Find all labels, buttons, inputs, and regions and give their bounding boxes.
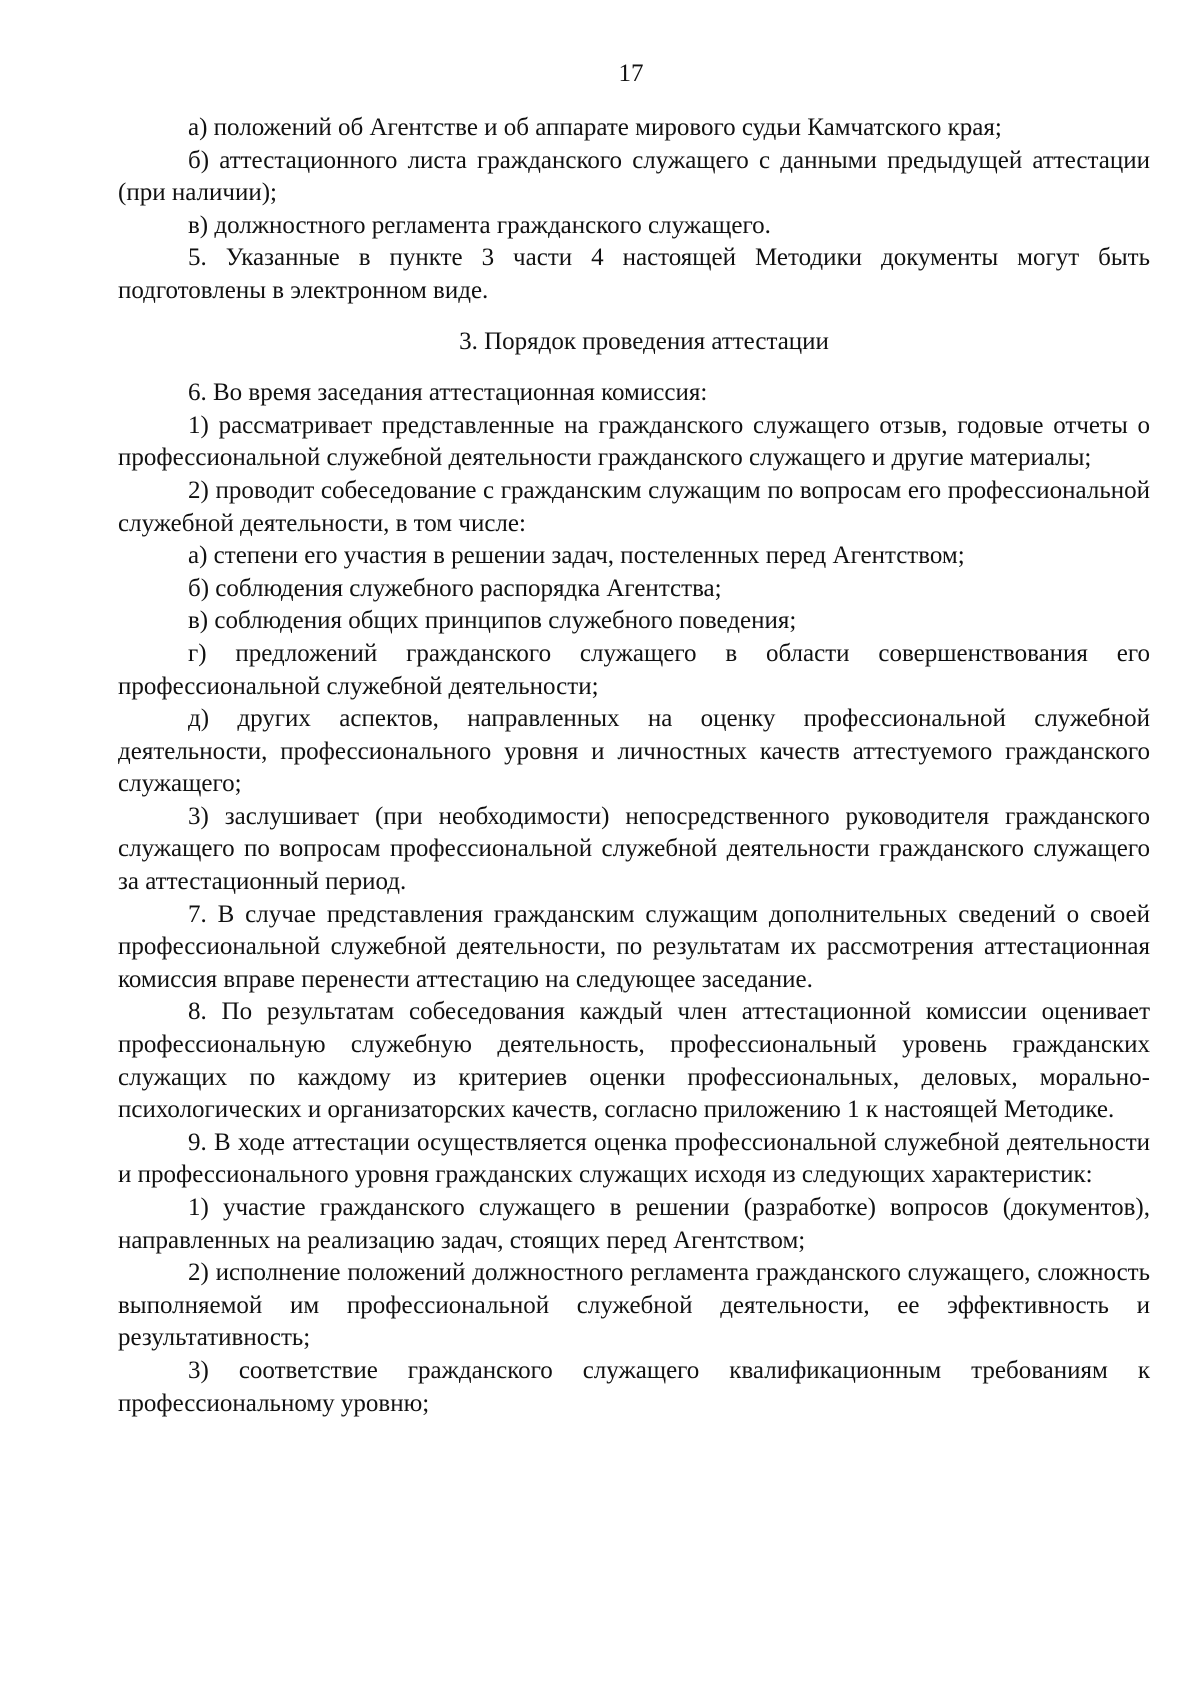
paragraph-6-2-b: б) соблюдения служебного распорядка Агентства; — [188, 574, 722, 602]
paragraph-6-2-d: д) других аспектов, направленных на оценку профессиональной служебной деятельности, профессионального уровня и личностных качеств аттестуемого гражданского служащего; — [118, 705, 1150, 798]
paragraph-9-3: 3) соответствие гражданского служащего квалификационным требованиям к профессиональному уровню; — [118, 1356, 1150, 1417]
paragraph-9-2: 2) исполнение положений должностного регламента гражданского служащего, сложность выполняемой им профессиональной служебной деятельности, ее эффективность и результативность; — [118, 1259, 1150, 1352]
paragraph-6-2: 2) проводит собеседование с гражданским служащим по вопросам его профессиональной служебной деятельности, в том числе: — [118, 476, 1150, 537]
paragraph-6-2-a: а) степени его участия в решении задач, постеленных перед Агентством; — [188, 542, 965, 570]
paragraph-6-2-v: в) соблюдения общих принципов служебного поведения; — [188, 607, 797, 635]
page-number: 17 — [618, 60, 644, 87]
paragraph-6: 6. Во время заседания аттестационная комиссия: — [188, 379, 708, 407]
section-heading: 3. Порядок проведения аттестации — [459, 327, 829, 355]
paragraph-6-2-g: г) предложений гражданского служащего в области совершенствования его профессиональной служебной деятельности; — [118, 639, 1150, 700]
paragraph-5: 5. Указанные в пункте 3 части 4 настоящей Методики документы могут быть подготовлены в электронном виде. — [118, 244, 1150, 304]
paragraph-6-1: 1) рассматривает представленные на гражданского служащего отзыв, годовые отчеты о профессиональной служебной деятельности гражданского служащего и другие материалы; — [118, 411, 1150, 472]
paragraph-8: 8. По результатам собеседования каждый член аттестационной комиссии оценивает профессиональную служебную деятельность, профессиональный уровень гражданских служащих по каждому из критериев оценки профессиональных, деловых, морально-психологических и организаторских качеств, согласно приложению 1 к настоящей Методике. — [118, 998, 1150, 1124]
paragraph-item-a: а) положений об Агентстве и об аппарате мирового судьи Камчатского края; — [188, 114, 1002, 141]
paragraph-item-v: в) должностного регламента гражданского служащего. — [188, 211, 771, 239]
paragraph-item-b: б) аттестационного листа гражданского служащего с данными предыдущей аттестации (при наличии); — [118, 146, 1150, 207]
paragraph-6-3: 3) заслушивает (при необходимости) непосредственного руководителя гражданского служащего по вопросам профессиональной служебной деятельности гражданского служащего за аттестационный период. — [118, 802, 1150, 896]
paragraph-9: 9. В ходе аттестации осуществляется оценка профессиональной служебной деятельности и профессионального уровня гражданских служащих исходя из следующих характеристик: — [118, 1128, 1150, 1189]
document-body — [118, 112, 1150, 1420]
paragraph-9-1: 1) участие гражданского служащего в решении (разработке) вопросов (документов), направленных на реализацию задач, стоящих перед Агентством; — [118, 1194, 1150, 1254]
paragraph-7: 7. В случае представления гражданским служащим дополнительных сведений о своей профессиональной служебной деятельности, по результатам их рассмотрения аттестационная комиссия вправе перенести аттестацию на следующее заседание. — [118, 900, 1150, 993]
